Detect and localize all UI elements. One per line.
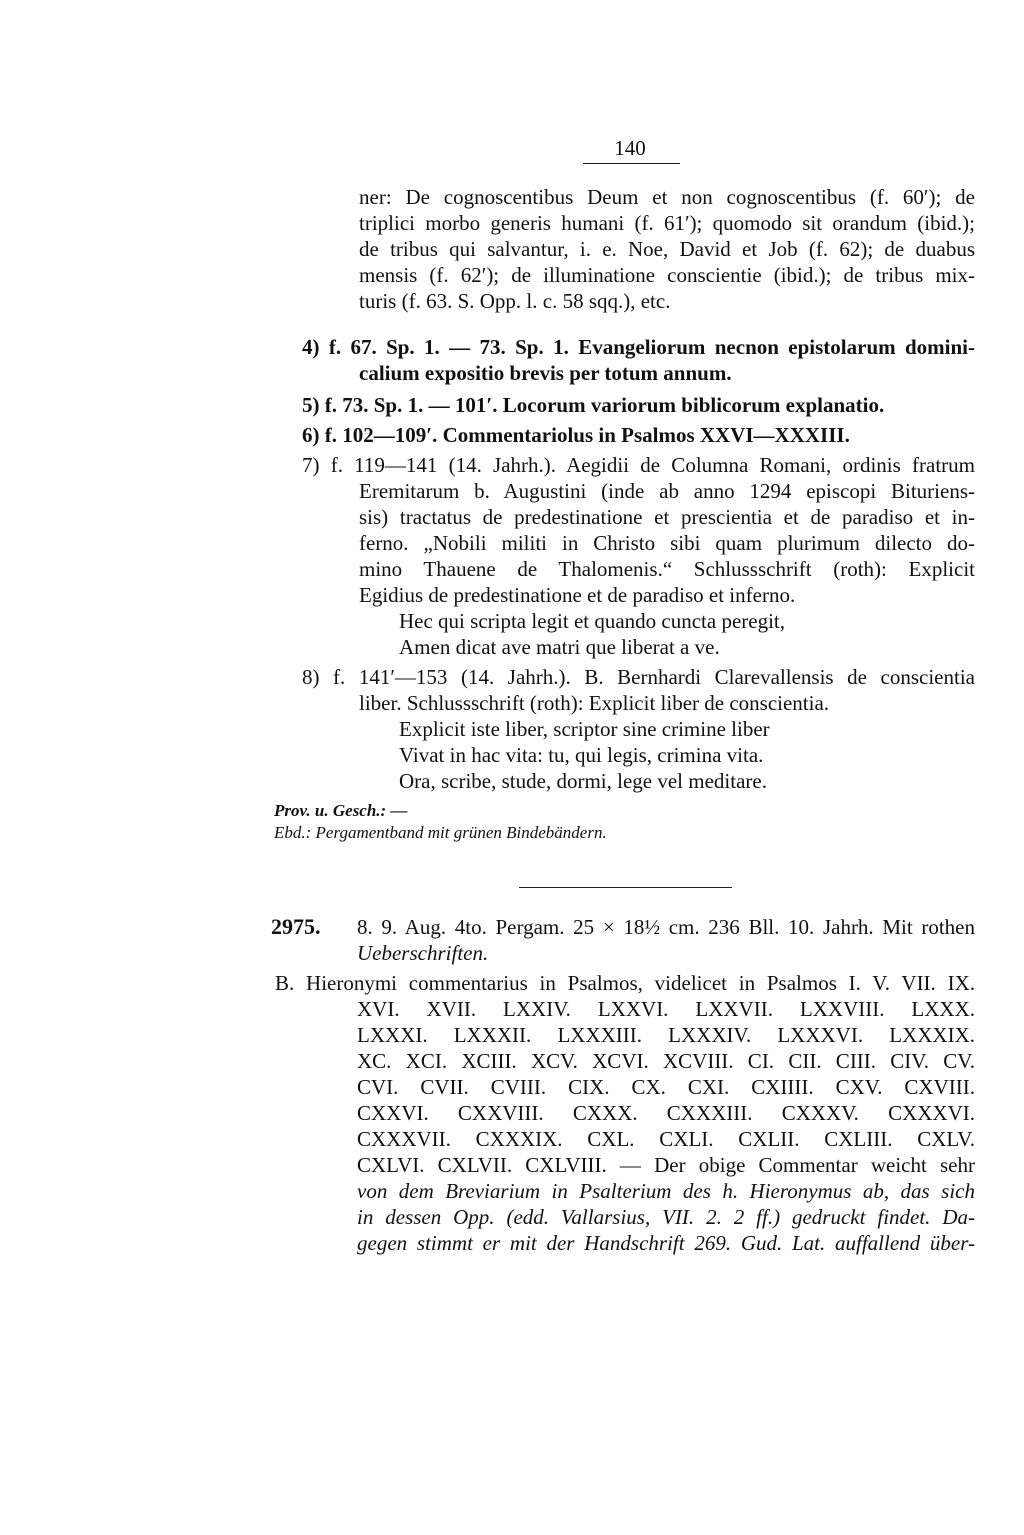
item-8: 8) f. 141′—153 (14. Jahrh.). B. Bernhardi Clarevallensis de conscientia <box>302 665 975 689</box>
text-line: CXLVI. CXLVII. CXLVIII. — Der obige Commentar weicht sehr <box>357 1153 975 1177</box>
entry-description: 8. 9. Aug. 4to. Pergam. 25 × 18½ cm. 236 Bll. 10. Jahrh. Mit rothen <box>357 915 975 939</box>
item-6: 6) f. 102—109′. Commentariolus in Psalmos XXVI—XXXIII. <box>302 423 850 447</box>
verse-line: Amen dicat ave matri que liberat a ve. <box>399 635 720 659</box>
text-line: sis) tractatus de predestinatione et prescientia et de paradiso et in- <box>359 505 975 529</box>
text-line: CVI. CVII. CVIII. CIX. CX. CXI. CXIIII. CXV. CXVIII. <box>357 1075 975 1099</box>
item-5: 5) f. 73. Sp. 1. — 101′. Locorum variorum biblicorum explanatio. <box>302 393 885 417</box>
text-line: de tribus qui salvantur, i. e. Noe, David et Job (f. 62); de duabus <box>359 237 975 261</box>
text-line: in dessen Opp. (edd. Vallarsius, VII. 2. 2 ff.) gedruckt findet. Da- <box>357 1205 975 1229</box>
binding-line: Ebd.: Pergamentband mit grünen Bindebändern. <box>274 823 607 842</box>
section-divider <box>519 887 732 888</box>
item-7: 7) f. 119—141 (14. Jahrh.). Aegidii de Columna Romani, ordinis fratrum <box>302 453 975 477</box>
text-line: LXXXI. LXXXII. LXXXIII. LXXXIV. LXXXVI. LXXXIX. <box>357 1023 975 1047</box>
text-line: XC. XCI. XCIII. XCV. XCVI. XCVIII. CI. CII. CIII. CIV. CV. <box>357 1049 975 1073</box>
verse-line: Explicit iste liber, scriptor sine crimine liber <box>399 717 770 741</box>
text-line: Ueberschriften. <box>357 941 489 965</box>
entry-title: B. Hieronymi commentarius in Psalmos, videlicet in Psalmos I. V. VII. IX. <box>275 971 975 995</box>
text-line: Egidius de predestinatione et de paradiso et inferno. <box>359 583 796 607</box>
text-line: von dem Breviarium in Psalterium des h. Hieronymus ab, das sich <box>357 1179 975 1203</box>
entry-number: 2975. <box>271 914 321 939</box>
text-line: calium expositio brevis per totum annum. <box>359 361 732 385</box>
item-4: 4) f. 67. Sp. 1. — 73. Sp. 1. Evangeliorum necnon epistolarum domini- <box>302 335 975 359</box>
text-line: CXXVI. CXXVIII. CXXX. CXXXIII. CXXXV. CXXXVI. <box>357 1101 975 1125</box>
verse-line: Ora, scribe, stude, dormi, lege vel meditare. <box>399 769 767 793</box>
text-line: triplici morbo generis humani (f. 61′); quomodo sit orandum (ibid.); <box>359 211 975 235</box>
text-line: turis (f. 63. S. Opp. l. c. 58 sqq.), etc. <box>359 289 671 313</box>
text-line: ner: De cognoscentibus Deum et non cognoscentibus (f. 60′); de <box>359 185 975 209</box>
text-line: CXXXVII. CXXXIX. CXL. CXLI. CXLII. CXLIII. CXLV. <box>357 1127 975 1151</box>
text-line: mino Thauene de Thalomenis.“ Schlussschrift (roth): Explicit <box>359 557 975 581</box>
page-number-rule <box>583 163 680 164</box>
verse-line: Hec qui scripta legit et quando cuncta peregit, <box>399 609 786 633</box>
text-line: mensis (f. 62′); de illuminatione conscientie (ibid.); de tribus mix- <box>359 263 975 287</box>
text-line: ferno. „Nobili militi in Christo sibi quam plurimum dilecto do- <box>359 531 975 555</box>
text-line: liber. Schlussschrift (roth): Explicit liber de conscientia. <box>359 691 830 715</box>
text-line: XVI. XVII. LXXIV. LXXVI. LXXVII. LXXVIII. LXXX. <box>357 997 975 1021</box>
provenance-line: Prov. u. Gesch.: — <box>274 801 408 820</box>
verse-line: Vivat in hac vita: tu, qui legis, crimina vita. <box>399 743 764 767</box>
page-number: 140 <box>614 136 646 160</box>
text-line: Eremitarum b. Augustini (inde ab anno 1294 episcopi Bituriens- <box>359 479 975 503</box>
text-line: gegen stimmt er mit der Handschrift 269. Gud. Lat. auffallend über- <box>357 1231 975 1255</box>
